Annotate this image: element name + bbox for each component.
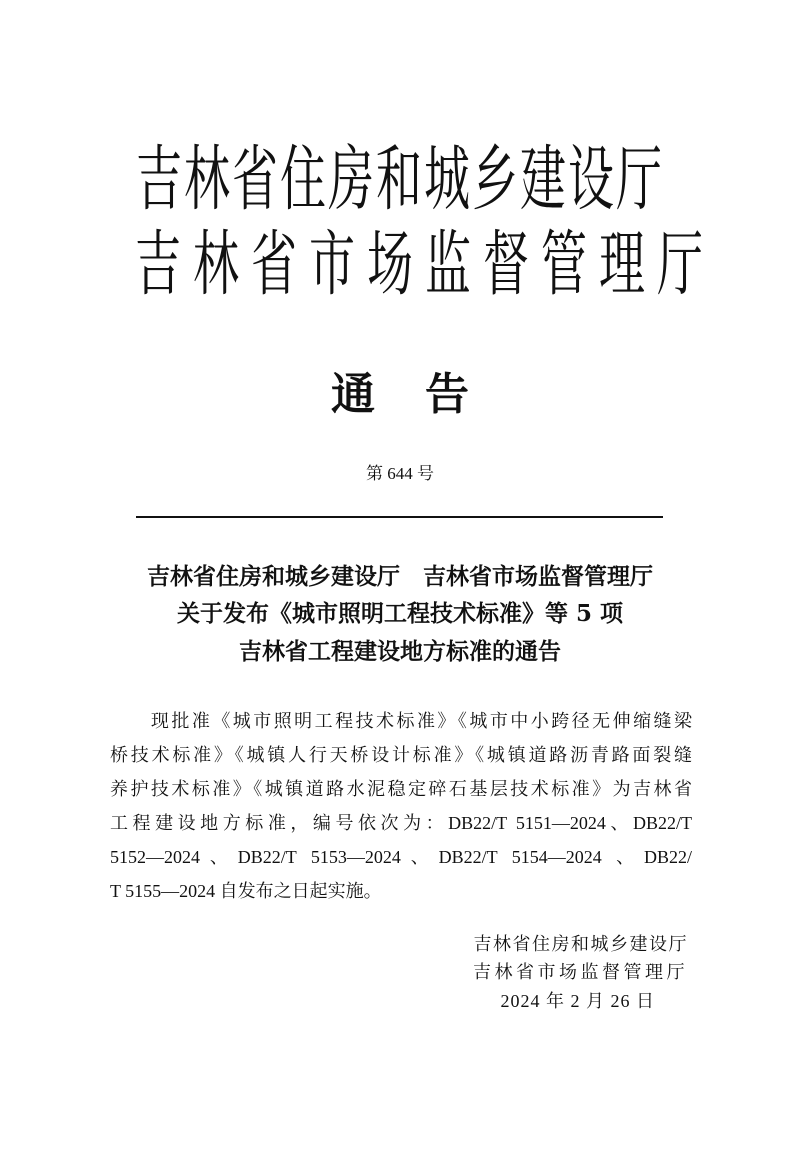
issuer-header-line-1: 吉林省住房和城乡建设厅: [136, 136, 664, 221]
body-line: 现批准《城市照明工程技术标准》《城市中小跨径无伸缩缝梁: [110, 711, 692, 731]
body-line: 养护技术标准》《城镇道路水泥稳定碎石基层技术标准》为吉林省: [110, 779, 692, 799]
document-title-line: 吉林省工程建设地方标准的通告: [239, 638, 561, 665]
notice-number: 第 644 号: [366, 464, 434, 483]
body-line: 桥技术标准》《城镇人行天桥设计标准》《城镇道路沥青路面裂缝: [110, 745, 692, 765]
issuer-header-line-2: 吉林省市场监督管理厅: [135, 221, 715, 306]
body-line: T 5155—2024 自发布之日起实施。: [110, 881, 382, 901]
body-line: 5152—2024、DB22/T 5153—2024、DB22/T 5154—2024 、DB22/: [110, 847, 692, 867]
notice-heading: 通告: [331, 369, 519, 420]
signature-org-1: 吉林省住房和城乡建设厅: [473, 934, 688, 955]
signature-date: 2024 年 2 月 26 日: [500, 991, 655, 1011]
divider-rule: [136, 516, 663, 518]
body-line: 工程建设地方标准，编号依次为：DB22/T 5151—2024、DB22/T: [110, 813, 692, 833]
document-title-line: 关于发布《城市照明工程技术标准》等 5 项: [176, 600, 624, 627]
document-title-line: 吉林省住房和城乡建设厅 吉林省市场监督管理厅: [147, 563, 653, 590]
signature-org-2: 吉林省市场监督管理厅: [473, 962, 688, 983]
body-paragraph: [110, 704, 692, 908]
